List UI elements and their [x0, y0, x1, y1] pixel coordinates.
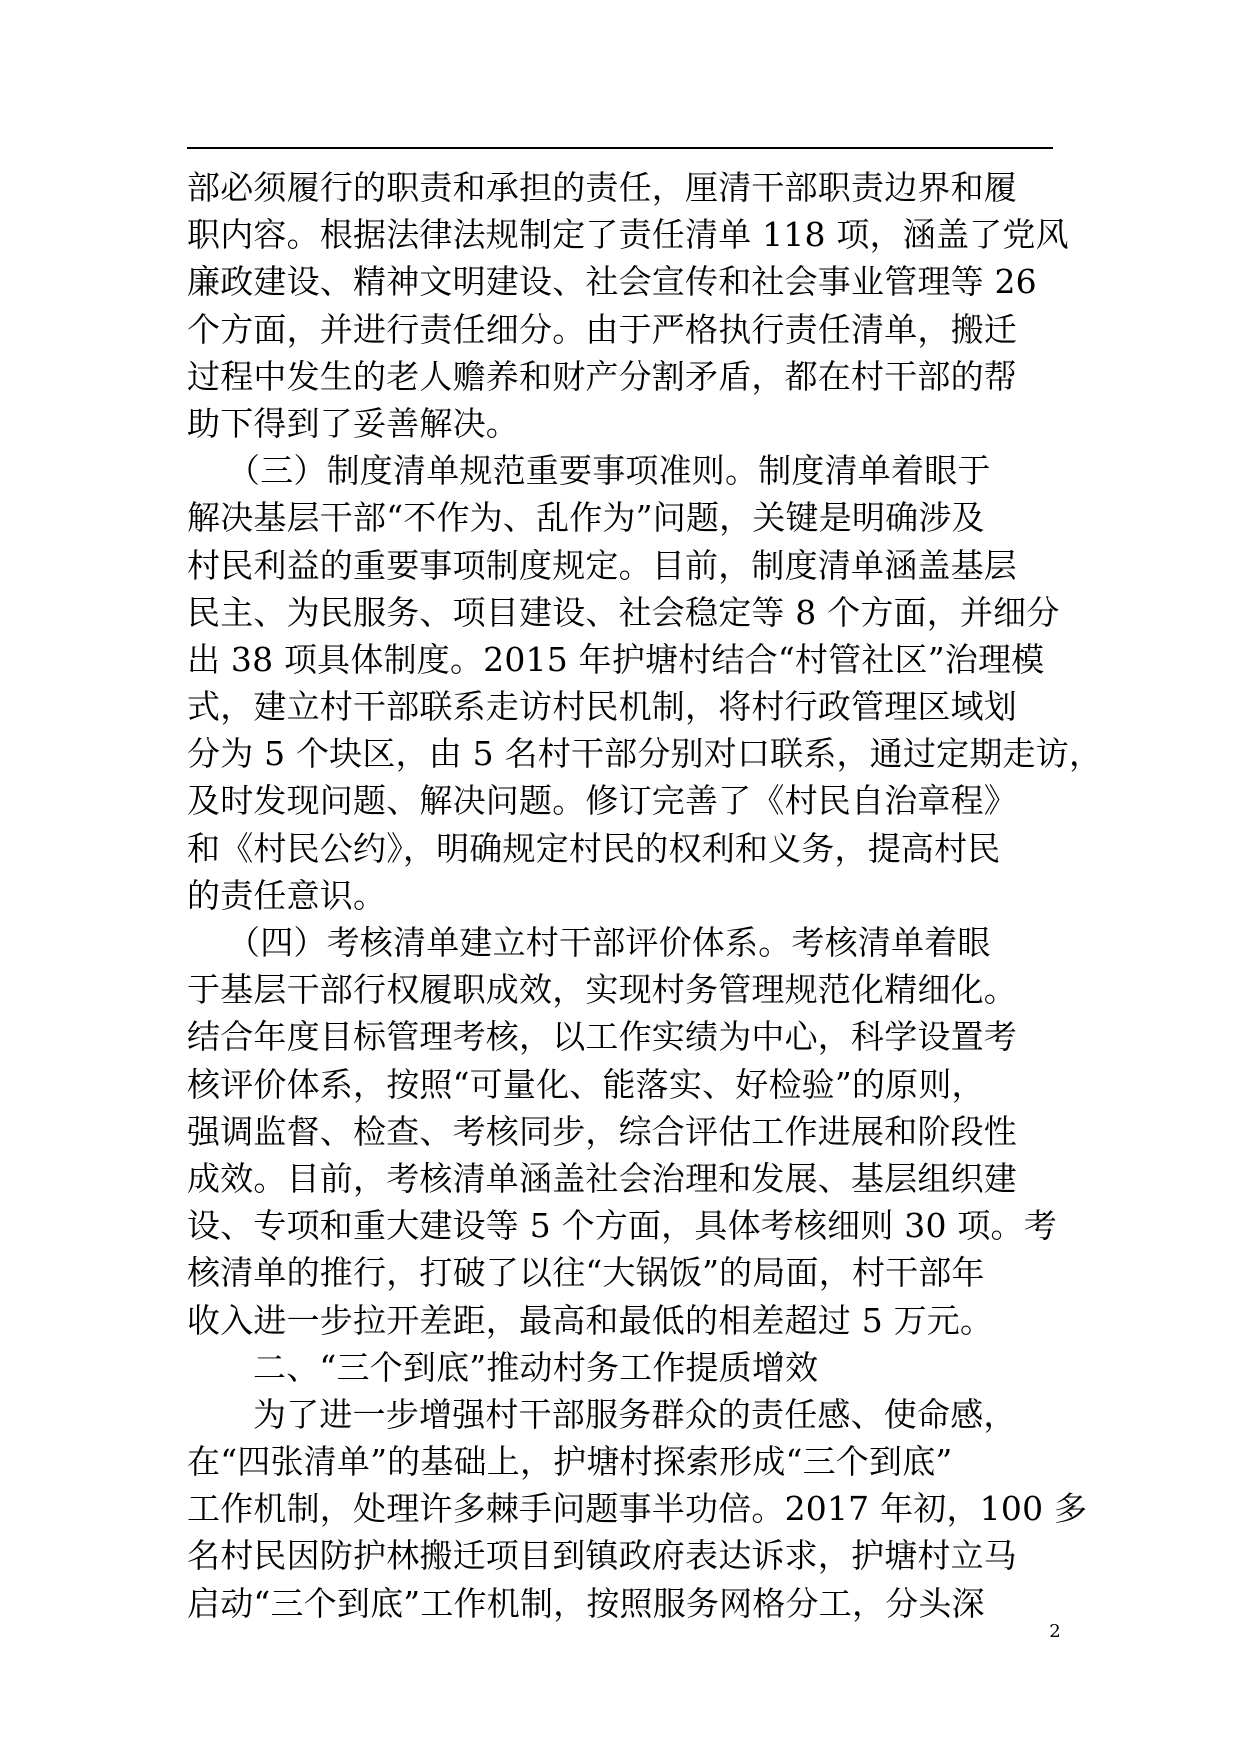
text-line: 式，建立村干部联系走访村民机制，将村行政管理区域划 — [187, 687, 1017, 727]
text-line: 为了进一步增强村干部服务群众的责任感、使命感， — [253, 1394, 1017, 1434]
text-line: 民主、为民服务、项目建设、社会稳定等 8 个方面，并细分 — [187, 592, 1060, 632]
text-line: 出 38 项具体制度。2015 年护塘村结合“村管社区”治理模 — [187, 639, 1045, 679]
text-line: 设、专项和重大建设等 5 个方面，具体考核细则 30 项。考 — [187, 1206, 1057, 1246]
text-line: 和《村民公约》，明确规定村民的权利和义务，提高村民 — [187, 828, 1001, 868]
text-line: （三）制度清单规范重要事项准则。制度清单着眼于 — [227, 451, 991, 491]
text-line: 廉政建设、精神文明建设、社会宣传和社会事业管理等 26 — [187, 262, 1037, 302]
text-line: 村民利益的重要事项制度规定。目前，制度清单涵盖基层 — [187, 545, 1017, 585]
text-line: 成效。目前，考核清单涵盖社会治理和发展、基层组织建 — [187, 1158, 1017, 1198]
text-line: 的责任意识。 — [187, 875, 387, 915]
text-line: 工作机制，处理许多棘手问题事半功倍。2017 年初，100 多 — [187, 1489, 1088, 1529]
text-line: 名村民因防护林搬迁项目到镇政府表达诉求，护塘村立马 — [187, 1536, 1017, 1576]
text-line: 收入进一步拉开差距，最高和最低的相差超过 5 万元。 — [187, 1300, 994, 1340]
text-line: 在“四张清单”的基础上，护塘村探索形成“三个到底” — [187, 1442, 953, 1482]
text-line: 助下得到了妥善解决。 — [187, 403, 519, 443]
text-line: 过程中发生的老人赡养和财产分割矛盾，都在村干部的帮 — [187, 356, 1017, 396]
text-line: 结合年度目标管理考核，以工作实绩为中心，科学设置考 — [187, 1017, 1017, 1057]
header-rule — [187, 147, 1053, 149]
text-line: 强调监督、检查、考核同步，综合评估工作进展和阶段性 — [187, 1111, 1017, 1151]
text-line: 部必须履行的职责和承担的责任，厘清干部职责边界和履 — [187, 168, 1017, 207]
text-line: 解决基层干部“不作为、乱作为”问题，关键是明确涉及 — [187, 498, 985, 538]
body-text — [187, 164, 1103, 1627]
text-line: 及时发现问题、解决问题。修订完善了《村民自治章程》 — [187, 781, 1017, 821]
text-line: 个方面，并进行责任细分。由于严格执行责任清单，搬迁 — [187, 309, 1017, 349]
text-line: 于基层干部行权履职成效，实现村务管理规范化精细化。 — [187, 970, 1017, 1010]
text-line: 分为 5 个块区，由 5 名村干部分别对口联系，通过定期走访， — [187, 734, 1103, 774]
page-number: 2 — [1049, 1621, 1061, 1642]
section-heading: 二、“三个到底”推动村务工作提质增效 — [253, 1347, 819, 1387]
text-line: （四）考核清单建立村干部评价体系。考核清单着眼 — [227, 923, 991, 962]
text-line: 职内容。根据法律法规制定了责任清单 118 项，涵盖了党风 — [187, 215, 1069, 255]
text-line: 核清单的推行，打破了以往“大锅饭”的局面，村干部年 — [187, 1253, 985, 1293]
text-line: 启动“三个到底”工作机制，按照服务网格分工，分头深 — [187, 1583, 985, 1623]
text-line: 核评价体系，按照“可量化、能落实、好检验”的原则， — [187, 1064, 985, 1104]
